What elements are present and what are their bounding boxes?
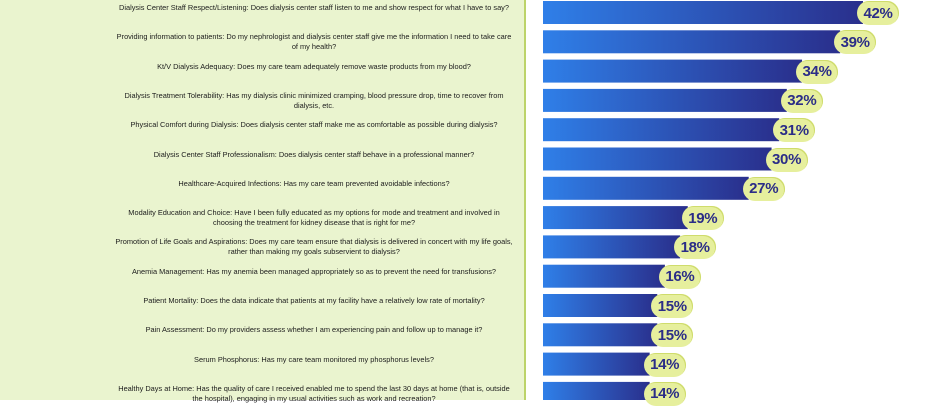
bar-10 bbox=[543, 265, 665, 288]
value-badge-2 bbox=[834, 30, 876, 54]
bar-11 bbox=[543, 294, 657, 317]
value-badge-8 bbox=[682, 206, 724, 230]
bar-14 bbox=[543, 382, 650, 400]
value-badge-12 bbox=[651, 323, 693, 347]
value-label-13: 14% bbox=[650, 356, 680, 374]
bar-9 bbox=[543, 235, 680, 258]
category-label-4: Dialysis Treatment Tolerability: Has my dialysis clinic minimized cramping, blood pressure drop, time to recover from dialysis, etc. bbox=[124, 90, 504, 110]
bar-5 bbox=[543, 118, 779, 141]
category-label-11: Patient Mortality: Does the data indicate that patients at my facility have a relatively low rate of mortality? bbox=[143, 296, 485, 305]
value-badge-3 bbox=[796, 60, 838, 84]
bar-8 bbox=[543, 206, 688, 229]
value-label-11: 15% bbox=[657, 297, 687, 315]
value-label-14: 14% bbox=[650, 385, 680, 403]
value-label-4: 32% bbox=[787, 92, 817, 110]
value-badge-1 bbox=[857, 1, 899, 25]
value-label-5: 31% bbox=[779, 121, 809, 139]
category-label-2: Providing information to patients: Do my nephrologist and dialysis center staff give me the information I need to take care of my health? bbox=[116, 32, 512, 52]
category-label-5: Physical Comfort during Dialysis: Does dialysis center staff make me as comfortable as possible during dialysis? bbox=[130, 120, 498, 130]
value-label-2: 39% bbox=[840, 33, 870, 51]
value-label-7: 27% bbox=[749, 180, 779, 198]
bar-13 bbox=[543, 353, 650, 376]
category-label-13: Serum Phosphorus: Has my care team monitored my phosphorus levels? bbox=[194, 354, 434, 364]
value-badge-10 bbox=[659, 265, 701, 289]
value-label-1: 42% bbox=[863, 4, 893, 22]
category-label-3: Kt/V Dialysis Adequacy: Does my care team adequately remove waste products from my blood? bbox=[157, 61, 471, 71]
category-label-6: Dialysis Center Staff Professionalism: Does dialysis center staff behave in a professional manner? bbox=[153, 149, 475, 159]
bar-12 bbox=[543, 323, 657, 346]
value-label-9: 18% bbox=[680, 238, 710, 256]
value-label-8: 19% bbox=[688, 209, 718, 227]
value-badge-4 bbox=[781, 89, 823, 113]
value-label-3: 34% bbox=[802, 63, 832, 81]
category-label-1: Dialysis Center Staff Respect/Listening: Does dialysis center staff listen to me and show respect for what I have to say? bbox=[119, 3, 509, 12]
category-label-9: Promotion of Life Goals and Aspirations: Does my care team ensure that dialysis is delivered in concert with my life goals, rather than making my goals subservient to dialysis? bbox=[115, 237, 513, 257]
bar-3 bbox=[543, 60, 802, 83]
value-label-12: 15% bbox=[657, 326, 687, 344]
bar-4 bbox=[543, 89, 787, 112]
value-badge-6 bbox=[766, 148, 808, 172]
value-badge-14 bbox=[644, 382, 686, 406]
bar-2 bbox=[543, 30, 840, 53]
bar-6 bbox=[543, 148, 772, 171]
category-label-14: Healthy Days at Home: Has the quality of care I received enabled me to spend the last 30 days at home (that is, outside the hospital), engaging in my usual activities such as work and recreation? bbox=[118, 383, 510, 403]
value-label-6: 30% bbox=[772, 151, 802, 168]
category-label-10: Anemia Management: Has my anemia been managed appropriately so as to prevent the need for transfusions? bbox=[132, 266, 496, 276]
value-badge-13 bbox=[644, 353, 686, 377]
bar-1 bbox=[543, 1, 863, 24]
value-badge-5 bbox=[773, 118, 815, 142]
value-badge-11 bbox=[651, 294, 693, 318]
value-badge-9 bbox=[674, 235, 716, 259]
value-label-10: 16% bbox=[665, 268, 695, 286]
bar-7 bbox=[543, 177, 749, 200]
category-label-12: Pain Assessment: Do my providers assess whether I am experiencing pain and follow up to manage it? bbox=[145, 325, 483, 335]
category-label-7: Healthcare-Acquired Infections: Has my care team prevented avoidable infections? bbox=[178, 178, 450, 188]
value-badge-7 bbox=[743, 177, 785, 201]
category-label-8: Modality Education and Choice: Have I been fully educated as my options for mode and treatment and involved in choosing the treatment for kidney disease that is right for me? bbox=[128, 208, 500, 228]
